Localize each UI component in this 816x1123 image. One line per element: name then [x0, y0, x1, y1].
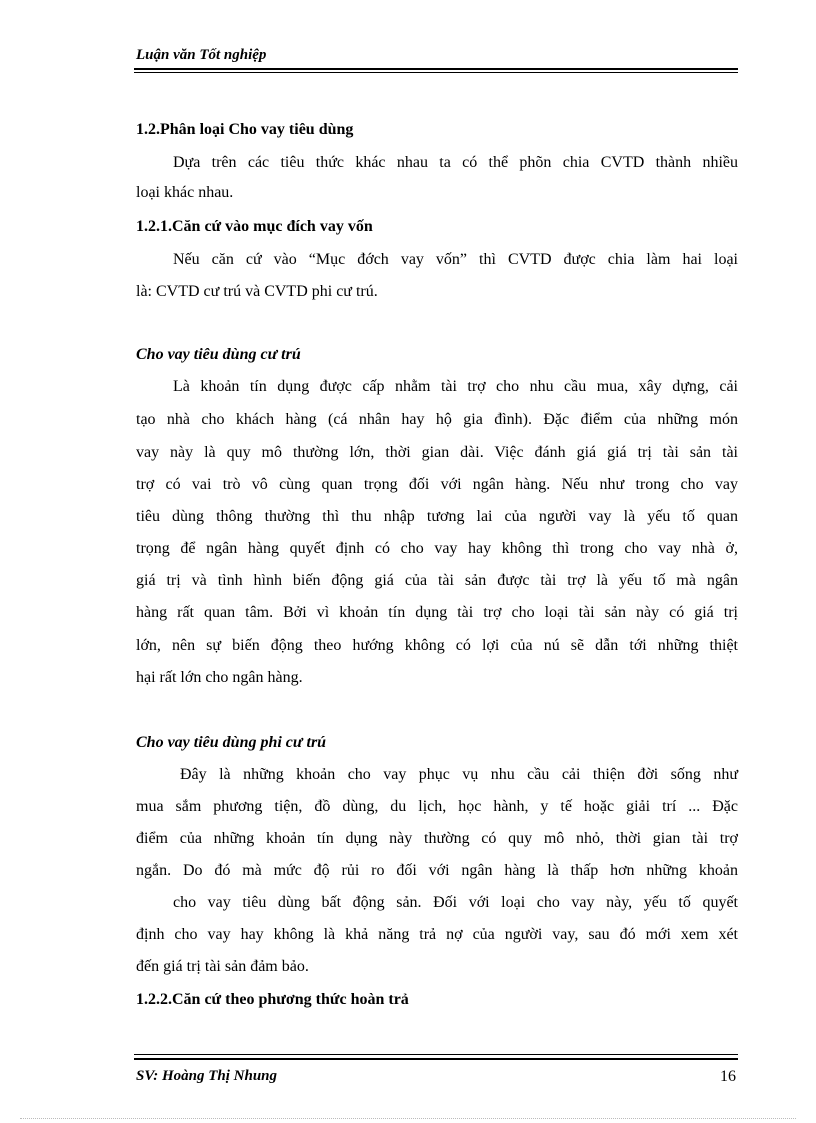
- paragraph-line: trợ có vai trò vô cùng quan trọng đối với ngân hàng. Nếu như trong cho vay: [136, 476, 738, 493]
- paragraph-line: trọng để ngân hàng quyết định có cho vay hay không thì trong cho vay nhà ở,: [136, 540, 738, 557]
- paragraph-line: tạo nhà cho khách hàng (cá nhân hay hộ gia đình). Đặc điểm của những món: [136, 411, 738, 428]
- header-title: Luận văn Tốt nghiệp: [136, 47, 267, 63]
- paragraph-line: tiêu dùng thông thường thì thu nhập tương lai của người vay là yếu tố quan: [136, 508, 738, 525]
- paragraph-line: hàng rất quan tâm. Bởi vì khoản tín dụng tài trợ cho loại tài sản này có giá trị: [136, 604, 738, 621]
- paragraph-line: Đây là những khoản cho vay phục vụ nhu cầu cải thiện đời sống như: [180, 766, 738, 783]
- paragraph-line: điểm của những khoản tín dụng này thường có quy mô nhỏ, thời gian tài trợ: [136, 830, 738, 847]
- paragraph-line: loại khác nhau.: [136, 184, 234, 201]
- paragraph-line: mua sắm phương tiện, đồ dùng, du lịch, học hành, y tế hoặc giải trí ... Đặc: [136, 798, 738, 815]
- page-edge-divider: [20, 1118, 796, 1119]
- header-rule-thick: [134, 68, 738, 70]
- paragraph-line: ngắn. Do đó mà mức độ rủi ro đối với ngân hàng là thấp hơn những khoản: [136, 862, 738, 879]
- subheading-cu-tru: Cho vay tiêu dùng cư trú: [136, 346, 301, 363]
- subheading-phi-cu-tru: Cho vay tiêu dùng phi cư trú: [136, 734, 327, 751]
- footer-student-name: SV: Hoàng Thị Nhung: [136, 1068, 278, 1084]
- paragraph-line: định cho vay hay không là khả năng trả nợ của người vay, sau đó mới xem xét: [136, 926, 738, 943]
- section-heading-1-2: 1.2.Phân loại Cho vay tiêu dùng: [136, 121, 354, 138]
- paragraph-line: là: CVTD cư trú và CVTD phi cư trú.: [136, 283, 378, 300]
- header-rule-thin: [134, 72, 738, 73]
- paragraph-line: Là khoản tín dụng được cấp nhằm tài trợ cho nhu cầu mua, xây dựng, cải: [173, 378, 738, 395]
- footer-rule-thick: [134, 1058, 738, 1060]
- paragraph-line: Dựa trên các tiêu thức khác nhau ta có thể phõn chia CVTD thành nhiều: [173, 154, 738, 171]
- section-heading-1-2-2: 1.2.2.Căn cứ theo phương thức hoàn trả: [136, 991, 409, 1008]
- paragraph-line: vay này là quy mô thường lớn, thời gian dài. Việc đánh giá giá trị tài sản tài: [136, 444, 738, 461]
- paragraph-line: Nếu căn cứ vào “Mục đớch vay vốn” thì CVTD được chia làm hai loại: [173, 251, 738, 268]
- footer-rule-thin: [134, 1054, 738, 1055]
- paragraph-line: lớn, nên sự biến động theo hướng không có lợi của nú sẽ dẫn tới những thiệt: [136, 637, 738, 654]
- paragraph-line: cho vay tiêu dùng bất động sản. Đối với loại cho vay này, yếu tố quyết: [173, 894, 738, 911]
- section-heading-1-2-1: 1.2.1.Căn cứ vào mục đích vay vốn: [136, 218, 373, 235]
- page-number: 16: [720, 1068, 736, 1085]
- paragraph-line: đến giá trị tài sản đảm bảo.: [136, 958, 309, 975]
- paragraph-line: giá trị và tình hình biến động giá của tài sản được tài trợ là yếu tố mà ngân: [136, 572, 738, 589]
- paragraph-line: hại rất lớn cho ngân hàng.: [136, 669, 303, 686]
